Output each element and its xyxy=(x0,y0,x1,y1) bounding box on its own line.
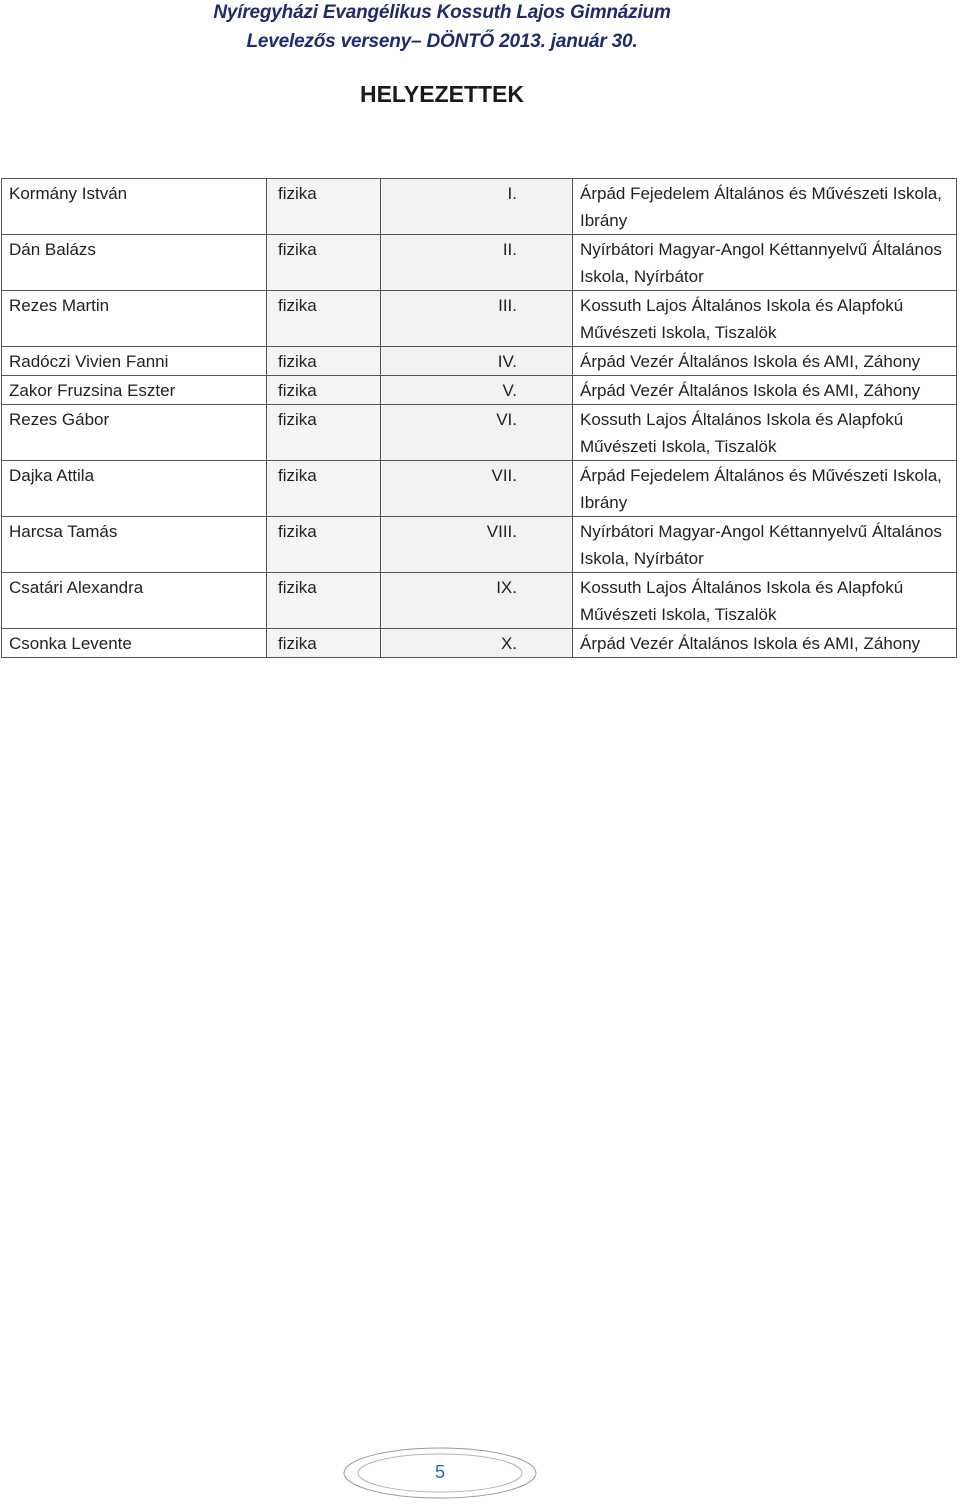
page-heading: HELYEZETTEK xyxy=(359,81,524,107)
placement: V. xyxy=(381,376,573,405)
subject: fizika xyxy=(267,376,381,405)
school-name-cell: Árpád Fejedelem Általános és Művészeti Iskola, Ibrány xyxy=(573,461,957,517)
placement: I. xyxy=(381,179,573,235)
student-name: Dán Balázs xyxy=(2,235,267,291)
subject: fizika xyxy=(267,405,381,461)
table-row xyxy=(2,461,957,517)
school-name: Nyíregyházi Evangélikus Kossuth Lajos Gimnázium xyxy=(213,2,671,23)
school-name-cell: Nyírbátori Magyar-Angol Kéttannyelvű Általános Iskola, Nyírbátor xyxy=(573,235,957,291)
table-row xyxy=(2,235,957,291)
placement: VII. xyxy=(381,461,573,517)
page-number-badge xyxy=(340,1444,540,1502)
table-row xyxy=(2,291,957,347)
school-name-cell: Nyírbátori Magyar-Angol Kéttannyelvű Általános Iskola, Nyírbátor xyxy=(573,517,957,573)
table-row xyxy=(2,517,957,573)
placement: III. xyxy=(381,291,573,347)
placement: VI. xyxy=(381,405,573,461)
school-name-cell: Kossuth Lajos Általános Iskola és Alapfokú Művészeti Iskola, Tiszalök xyxy=(573,291,957,347)
subject: fizika xyxy=(267,291,381,347)
table-row xyxy=(2,347,957,376)
school-name-cell: Árpád Vezér Általános Iskola és AMI, Záhony xyxy=(573,347,957,376)
event-title: Levelezős verseny– DÖNTŐ 2013. január 30. xyxy=(246,31,638,52)
school-name-cell: Árpád Vezér Általános Iskola és AMI, Záhony xyxy=(573,376,957,405)
placement: IV. xyxy=(381,347,573,376)
school-name-cell: Árpád Fejedelem Általános és Művészeti Iskola, Ibrány xyxy=(573,179,957,235)
page-number: 5 xyxy=(434,1462,445,1482)
student-name: Harcsa Tamás xyxy=(2,517,267,573)
placement: II. xyxy=(381,235,573,291)
results-table xyxy=(1,178,957,658)
subject: fizika xyxy=(267,629,381,658)
placement: X. xyxy=(381,629,573,658)
table-row xyxy=(2,179,957,235)
subject: fizika xyxy=(267,347,381,376)
student-name: Csonka Levente xyxy=(2,629,267,658)
school-name-cell: Kossuth Lajos Általános Iskola és Alapfokú Művészeti Iskola, Tiszalök xyxy=(573,573,957,629)
school-name-cell: Kossuth Lajos Általános Iskola és Alapfokú Művészeti Iskola, Tiszalök xyxy=(573,405,957,461)
student-name: Zakor Fruzsina Eszter xyxy=(2,376,267,405)
table-row xyxy=(2,405,957,461)
student-name: Dajka Attila xyxy=(2,461,267,517)
placement: VIII. xyxy=(381,517,573,573)
student-name: Csatári Alexandra xyxy=(2,573,267,629)
placement: IX. xyxy=(381,573,573,629)
table-row xyxy=(2,629,957,658)
student-name: Rezes Gábor xyxy=(2,405,267,461)
subject: fizika xyxy=(267,517,381,573)
subject: fizika xyxy=(267,461,381,517)
school-name-cell: Árpád Vezér Általános Iskola és AMI, Záhony xyxy=(573,629,957,658)
student-name: Rezes Martin xyxy=(2,291,267,347)
student-name: Radóczi Vivien Fanni xyxy=(2,347,267,376)
subject: fizika xyxy=(267,235,381,291)
table-row xyxy=(2,573,957,629)
subject: fizika xyxy=(267,573,381,629)
student-name: Kormány István xyxy=(2,179,267,235)
table-row xyxy=(2,376,957,405)
subject: fizika xyxy=(267,179,381,235)
